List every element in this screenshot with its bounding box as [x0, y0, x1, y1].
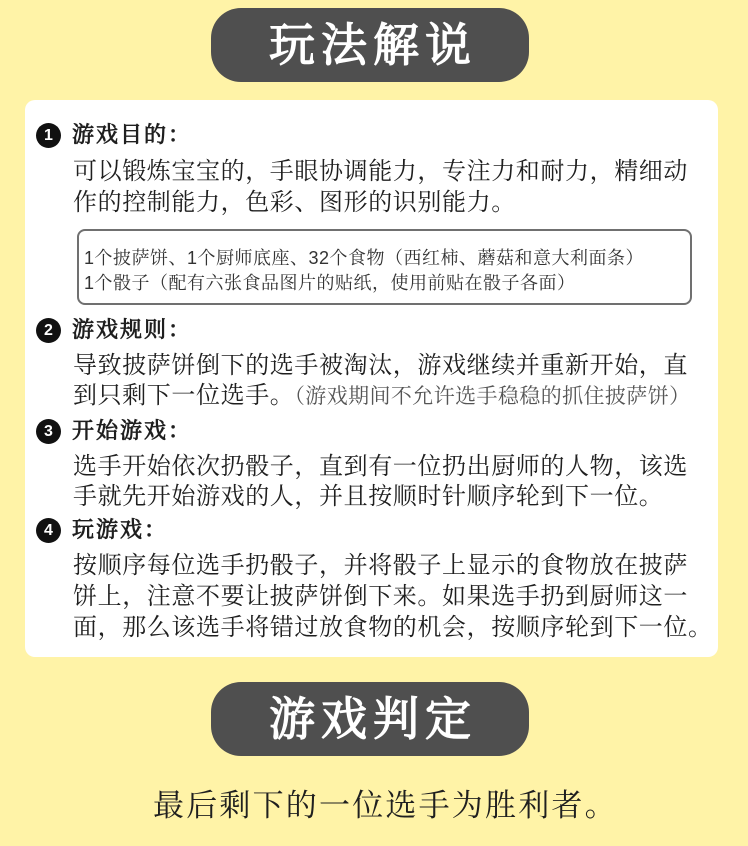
verdict-result-text: 最后剩下的一位选手为胜利者。	[153, 788, 618, 823]
rules-heading: 游戏规则：	[72, 317, 193, 342]
play-game-text-line: 按顺序每位选手扔骰子，并将骰子上显示的食物放在披萨	[73, 552, 688, 579]
play-game-heading: 玩游戏：	[72, 517, 169, 542]
title-banner-text: 玩法解说	[269, 19, 477, 71]
contents-list-line: 1个骰子（配有六张食品图片的贴纸，使用前贴在骰子各面）	[84, 273, 576, 293]
rules-text-line-with-note	[73, 381, 691, 411]
contents-list-box	[77, 229, 692, 305]
verdict-banner-text: 游戏判定	[269, 693, 477, 745]
title-banner	[211, 8, 529, 82]
objective-heading: 游戏目的：	[72, 122, 193, 147]
objective-text-line: 作的控制能力，色彩、图形的识别能力。	[73, 189, 516, 216]
start-game-text-line: 手就先开始游戏的人，并且按顺时针顺序轮到下一位。	[73, 483, 664, 510]
play-game-text-line: 面，那么该选手将错过放食物的机会，按顺序轮到下一位。	[73, 614, 713, 641]
step-3-number-badge: 3	[36, 419, 61, 444]
verdict-banner	[211, 682, 529, 756]
rules-note: （游戏期间不允许选手稳稳的抓住披萨饼）	[294, 385, 691, 408]
step-1-number-badge: 1	[36, 123, 61, 148]
start-game-text-line: 选手开始依次扔骰子，直到有一位扔出厨师的人物，该选	[73, 453, 688, 480]
play-game-text-line: 饼上，注意不要让披萨饼倒下来。如果选手扔到厨师这一	[73, 583, 688, 610]
rules-text-line: 到只剩下一位选手。	[73, 382, 295, 409]
start-game-heading: 开始游戏：	[72, 418, 193, 443]
objective-text-line: 可以锻炼宝宝的，手眼协调能力，专注力和耐力，精细动	[73, 158, 688, 185]
step-4-number-badge: 4	[36, 518, 61, 543]
contents-list-line: 1个披萨饼、1个厨师底座、32个食物（西红柿、蘑菇和意大利面条）	[84, 248, 645, 268]
instructions-card	[25, 100, 718, 657]
rules-text-line: 导致披萨饼倒下的选手被淘汰，游戏继续并重新开始，直	[73, 352, 688, 379]
step-2-number-badge: 2	[36, 318, 61, 343]
